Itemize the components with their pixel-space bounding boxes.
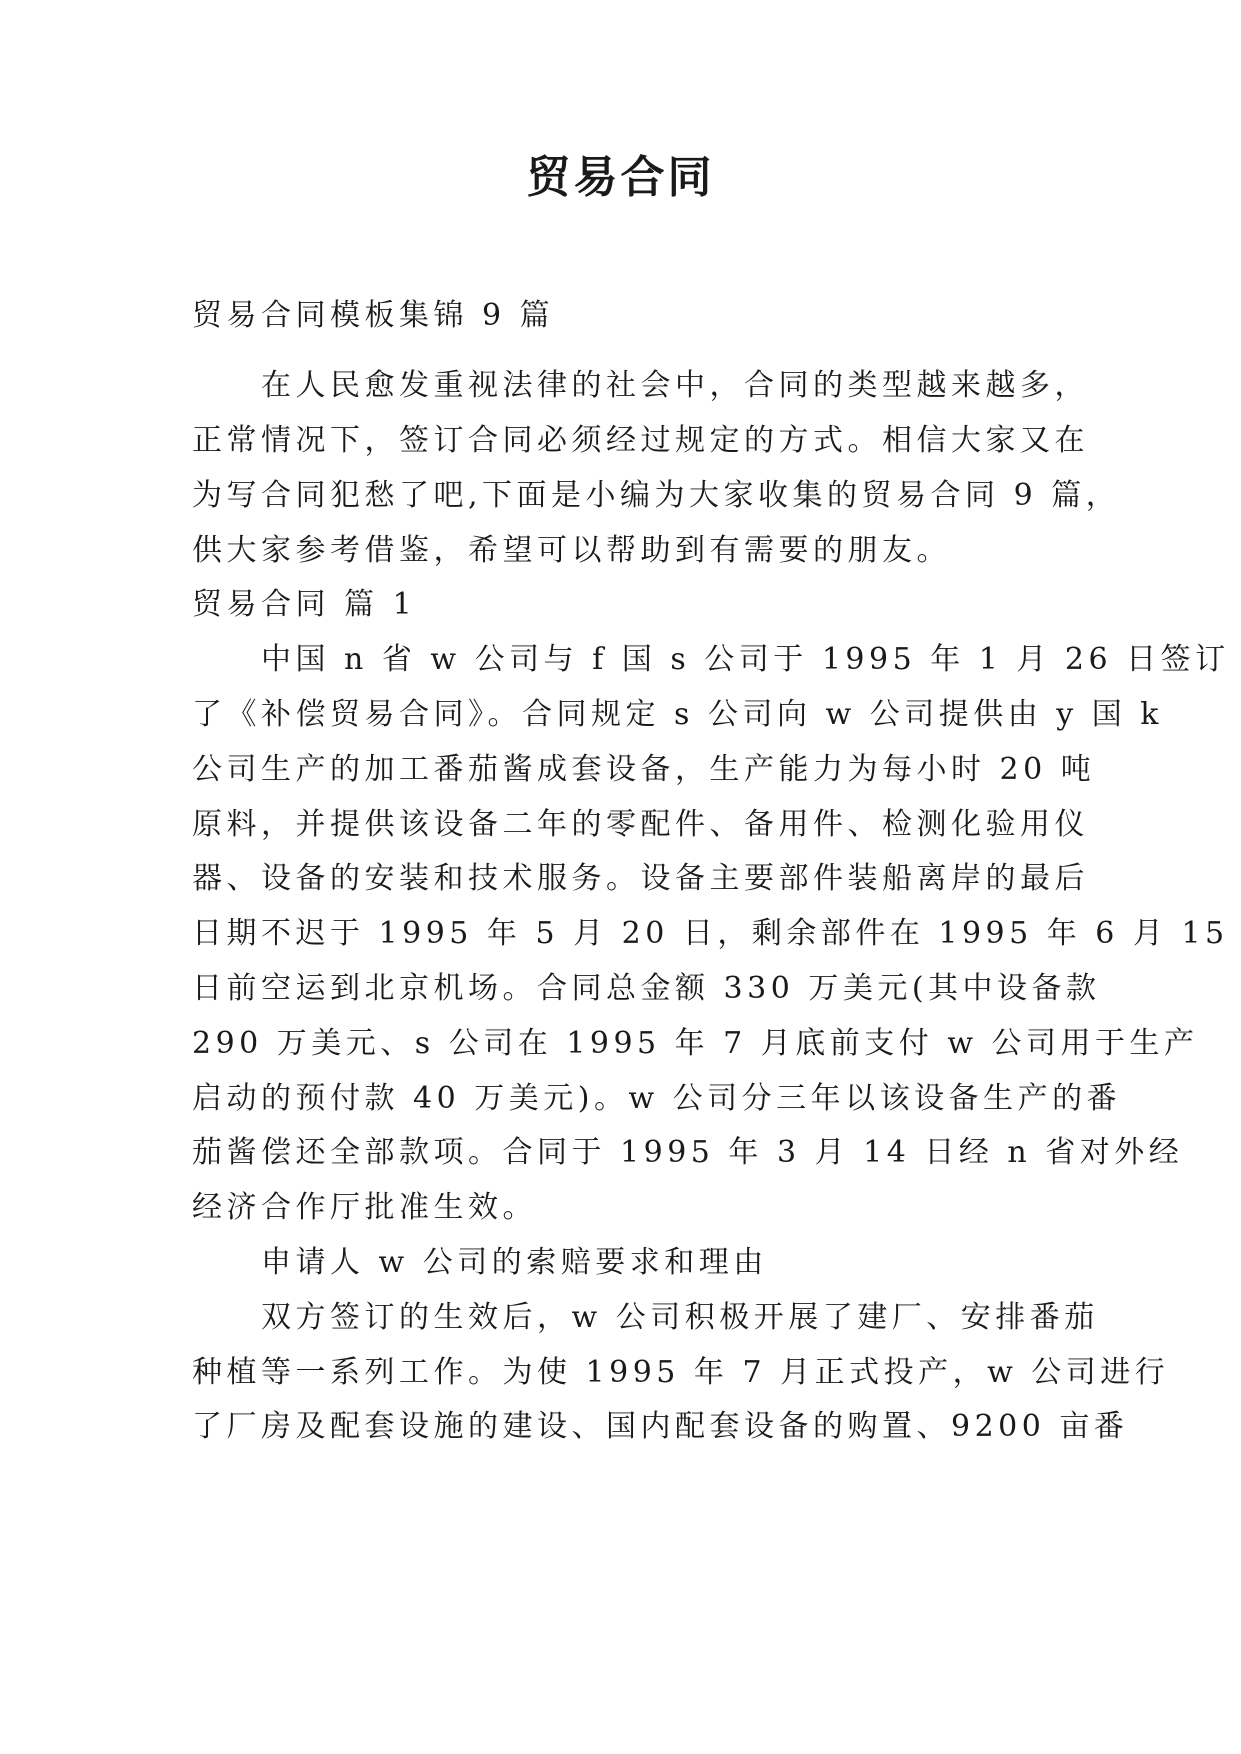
document-title: 贸易合同 (526, 152, 715, 203)
body-line: 双方签订的生效后，w 公司积极开展了建厂、安排番茄 (192, 1300, 1099, 1335)
subsection-heading: 申请人 w 公司的索赔要求和理由 (192, 1245, 768, 1280)
body-line: 在人民愈发重视法律的社会中，合同的类型越来越多， (192, 368, 1089, 403)
body-line: 为写合同犯愁了吧,下面是小编为大家收集的贸易合同 9 篇， (192, 478, 1121, 513)
section-heading: 贸易合同 篇 1 (192, 587, 417, 622)
body-line: 了厂房及配套设施的建设、国内配套设备的购置、9200 亩番 (192, 1409, 1129, 1444)
body-line: 公司生产的加工番茄酱成套设备，生产能力为每小时 20 吨 (192, 752, 1096, 787)
body-line: 日期不迟于 1995 年 5 月 20 日，剩余部件在 1995 年 6 月 15 (192, 916, 1229, 951)
document-subtitle: 贸易合同模板集锦 9 篇 (192, 298, 555, 333)
body-line: 290 万美元、s 公司在 1995 年 7 月底前支付 w 公司用于生产 (192, 1026, 1199, 1061)
body-line: 原料，并提供该设备二年的零配件、备用件、检测化验用仪 (192, 807, 1089, 842)
body-line: 正常情况下，签订合同必须经过规定的方式。相信大家又在 (192, 423, 1089, 458)
body-line: 启动的预付款 40 万美元)。w 公司分三年以该设备生产的番 (192, 1081, 1122, 1116)
body-line: 中国 n 省 w 公司与 f 国 s 公司于 1995 年 1 月 26 日签订 (192, 642, 1230, 677)
body-line: 经济合作厅批准生效。 (192, 1190, 537, 1225)
body-line: 茄酱偿还全部款项。合同于 1995 年 3 月 14 日经 n 省对外经 (192, 1135, 1184, 1170)
body-line: 器、设备的安装和技术服务。设备主要部件装船离岸的最后 (192, 861, 1089, 896)
body-line: 供大家参考借鉴，希望可以帮助到有需要的朋友。 (192, 533, 951, 568)
body-line: 种植等一系列工作。为使 1995 年 7 月正式投产，w 公司进行 (192, 1355, 1170, 1390)
body-line: 了《补偿贸易合同》。合同规定 s 公司向 w 公司提供由 y 国 k (192, 697, 1163, 732)
body-line: 日前空运到北京机场。合同总金额 330 万美元(其中设备款 (192, 971, 1101, 1006)
